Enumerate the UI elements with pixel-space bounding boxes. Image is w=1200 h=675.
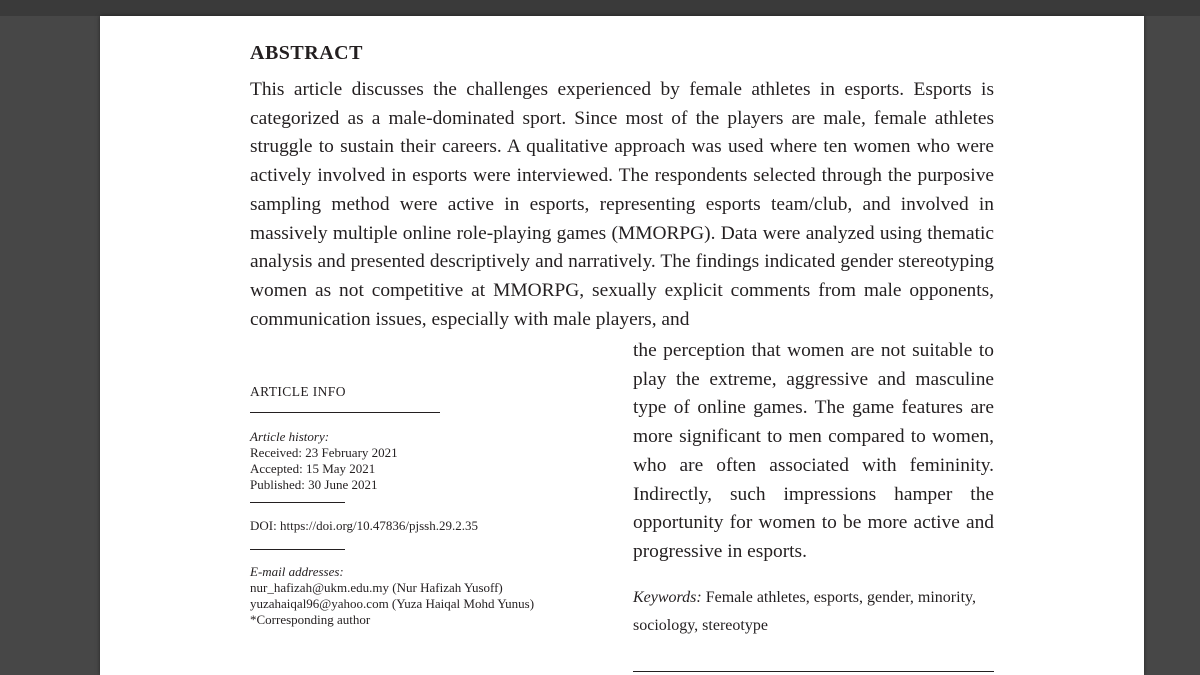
doi-link[interactable]: DOI: https://doi.org/10.47836/pjssh.29.2.35 xyxy=(250,518,478,533)
abstract-body: This article discusses the challenges experienced by female athletes in esports. Esports is categorized as a male-dominated sport. Since most of the players are male, female athletes struggle to sustain their careers. A qualitative approach was used where ten women who were actively involved in esports were interviewed. The respondents selected through the purposive sampling method were active in esports, representing esports team/club, and involved in massively multiple online role-playing games (MMORPG). Data were analyzed using thematic analysis and presented descriptively and narratively. The findings indicated gender stereotyping women as not competitive at MMORPG, sexually explicit comments from male opponents, communication issues, especially with male players, and xyxy=(250,79,994,330)
accepted-date: Accepted: 15 May 2021 xyxy=(250,461,376,476)
keywords-text: Female athletes, esports, gender, minority, sociology, stereotype xyxy=(633,589,976,634)
corresponding-author-note: *Corresponding author xyxy=(250,612,371,627)
article-history xyxy=(250,429,398,493)
history-divider xyxy=(250,502,345,503)
keywords-label: Keywords: xyxy=(633,589,702,606)
keywords-divider xyxy=(633,671,994,672)
abstract-heading: ABSTRACT xyxy=(250,42,363,64)
article-history-label: Article history: xyxy=(250,429,330,444)
abstract-continuation: the perception that women are not suitable to play the extreme, aggressive and masculine type of online games. The game features are more significant to men compared to women, who are often associated with femininity. Indirectly, such impressions hamper the opportunity for women to be more active and progressive in esports. xyxy=(633,340,994,562)
email-address-1[interactable]: nur_hafizah@ukm.edu.my (Nur Hafizah Yusoff) xyxy=(250,580,503,595)
email-label: E-mail addresses: xyxy=(250,564,344,579)
article-info-divider xyxy=(250,412,440,413)
article-info-heading: ARTICLE INFO xyxy=(250,384,346,399)
received-date: Received: 23 February 2021 xyxy=(250,445,398,460)
email-addresses xyxy=(250,564,534,628)
document-page[interactable] xyxy=(100,16,1144,675)
doi-divider xyxy=(250,549,345,550)
keywords xyxy=(633,584,994,640)
viewer-toolbar xyxy=(0,0,1200,16)
email-address-2[interactable]: yuzahaiqal96@yahoo.com (Yuza Haiqal Mohd Yunus) xyxy=(250,596,535,611)
published-date: Published: 30 June 2021 xyxy=(250,477,378,492)
